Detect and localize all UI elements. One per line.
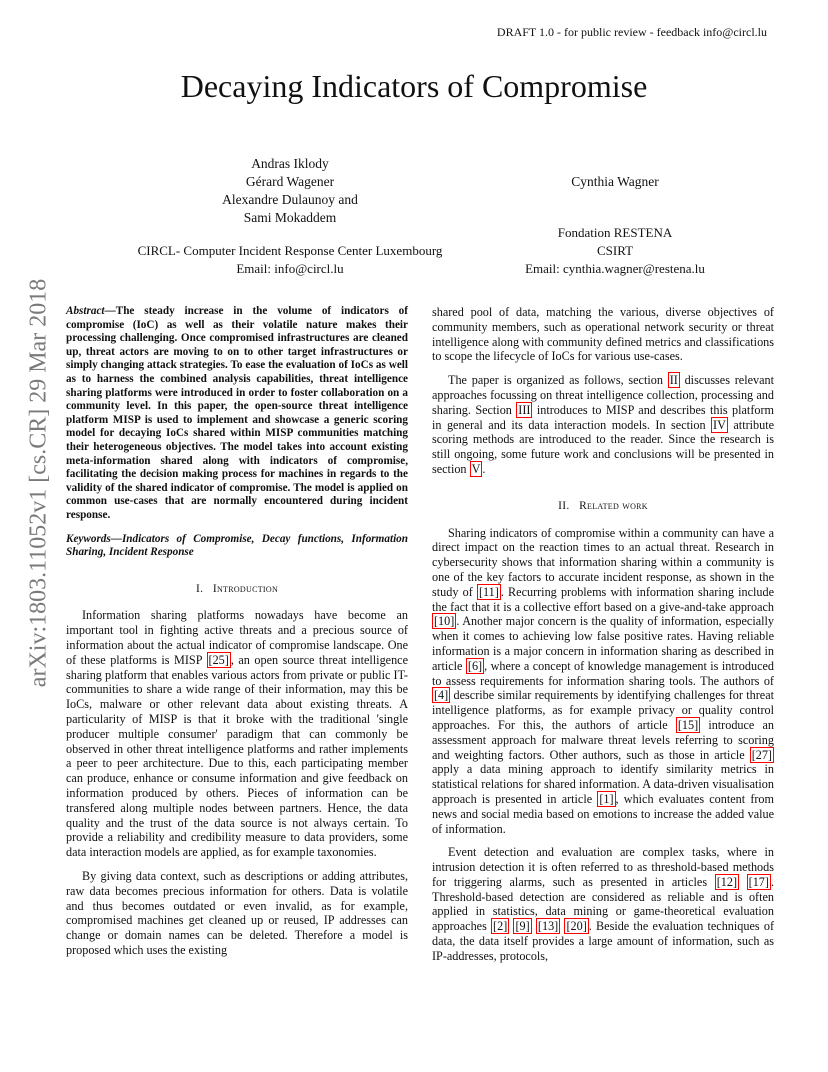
affiliation-left [120, 242, 460, 278]
arxiv-stamp [19, 278, 59, 687]
left-column [66, 305, 408, 967]
citation-link[interactable]: [20] [566, 919, 587, 934]
keywords-text: —Indicators of Compromise, Decay functions, Information Sharing, Incident Response [66, 532, 408, 559]
body-paragraph: The paper is organized as follows, section II discusses relevant approaches focussing on threat intelligence collection, processing and sharing. Section III introduces to MISP and describes this platform in general and its data interaction models. In section IV attribute scoring methods are introduced to the reader. Since the research is still ongoing, some future work and conclusions will be presented in section V . [432, 373, 775, 476]
keywords [66, 533, 408, 560]
affiliation-right [505, 224, 725, 278]
affiliation-email: Email: cynthia.wagner@restena.lu [525, 261, 705, 276]
citation-link[interactable]: [6] [467, 658, 483, 673]
intro-paragraph: By giving data context, such as descriptions or adding attributes, raw data becomes precious information for others. Data is volatile and thus becomes outdated or even invalid, as for example, compromised machines get cleaned up or reused, IP addresses can change or domain names can be deleted. Therefore a model is proposed which uses the existing [66, 869, 408, 958]
citation-link[interactable]: [4] [434, 688, 449, 703]
body-paragraph: shared pool of data, matching the various, diverse objectives of community members, such as operational network security or threat intelligence along with community defined metrics and classifications to scope the lifecycle of IoCs for various use-cases. [432, 305, 774, 364]
affiliation-line: Fondation RESTENA [557, 225, 673, 240]
authors-left [150, 155, 430, 227]
abstract-label: Abstract [66, 305, 105, 317]
right-column [432, 305, 774, 973]
author-right: Cynthia Wagner [571, 174, 659, 189]
citation-link[interactable]: [15] [677, 717, 699, 732]
related-paragraph: Event detection and evaluation are complex tasks, where in intrusion detection it is often referred to as threshold-based methods for triggering alarms, such as presented in articles [12] [17] . Threshold-based detection are considered as reliable and is often applied in statistics, data mining or game-theoretical evaluation approaches [2] [9] [13] [20] . Beside the evaluation techniques of data, the data itself provides a large amount of information, such as IP-addresses, protocols, [432, 845, 775, 963]
arxiv-stamp-text: arXiv:1803.11052v1 [cs.CR] 29 Mar 2018 [25, 278, 52, 687]
intro-paragraph: Information sharing platforms nowadays have become an important tool in fighting active threats and a precious source of information about the actual indicator of compromise landscape. One of these platforms is MISP [25] , an open source threat intelligence sharing platform that enables various actors from private or public IT-communities to share a wide range of their information, may this be IoCs, malware or other relevant data about existing threats. A particularity of MISP is that it broke with the traditional 'single producer multiple consumer' paradigm that can commonly be observed in other threat intelligence platforms and rather implements a peer to peer architecture. Due to this, each participating member can produce, enhance or consume information and give feedback on information produced by others. Pieces of information can be transfered along multiple nodes between partners. Hence, the data quality and the trust of the data source is not always certain. To provide a reliability and credibility measure to data providers, some data interaction models are applied, as for example taxonomies. [66, 608, 408, 860]
keywords-label: Keywords [66, 532, 111, 545]
citation-link[interactable]: [17] [748, 874, 769, 889]
citation-link[interactable]: [2] [493, 919, 508, 934]
citation-link[interactable]: [1] [599, 791, 614, 806]
abstract [66, 305, 408, 523]
draft-notice: DRAFT 1.0 - for public review - feedback info@circl.lu [496, 25, 767, 39]
affiliation-email: Email: info@circl.lu [236, 261, 344, 276]
affiliation-line: CIRCL- Computer Incident Response Center Luxembourg [137, 243, 443, 258]
section-link[interactable]: V [471, 461, 481, 476]
section-heading-introduction: I. Introduction [195, 582, 279, 595]
citation-link[interactable]: [13] [537, 919, 559, 934]
section-link[interactable]: III [518, 402, 531, 417]
citation-link[interactable]: [10] [434, 614, 455, 629]
section-link[interactable]: IV [713, 417, 726, 432]
abstract-text: —The steady increase in the volume of indicators of compromise (IoC) as well as their volatile nature makes their processing challenging. Once compromised infrastructures are cleaned up, threat actors are moving to on to other target infrastructures or simply changing attack strategies. To ease the evaluation of IoCs as well as to harness the combined analysis capabilities, threat intelligence sharing platforms were introduced in order to foster collaboration on a community level. In this paper, the open-source threat intelligence platform MISP is used to implement and showcase a generic scoring model for decaying IoCs shared within MISP communities matching their heterogeneous objectives. The model takes into account existing meta-information shared along with indicators of compromise, facilitating the decision making process for machines in regards to the validity of the shared indicator of compromise. The model is applied on common use-cases that are normally encountered during incident response. [66, 305, 408, 521]
author-name: Alexandre Dulaunoy and [222, 192, 358, 207]
citation-link[interactable]: [11] [478, 584, 499, 599]
citation-link[interactable]: [27] [751, 747, 772, 762]
author-name: Andras Iklody [251, 156, 329, 171]
paper-title: Decaying Indicators of Compromise [180, 68, 648, 104]
affiliation-line: CSIRT [596, 243, 634, 258]
section-link[interactable]: II [669, 373, 678, 388]
citation-link[interactable]: [25] [208, 652, 229, 667]
citation-link[interactable]: [12] [716, 874, 738, 889]
author-name: Sami Mokaddem [243, 210, 337, 225]
author-name: Gérard Wagener [245, 174, 335, 189]
citation-link[interactable]: [9] [515, 919, 530, 934]
section-heading-related-work: II. Related work [558, 499, 648, 512]
related-paragraph: Sharing indicators of compromise within a community can have a direct impact on the reaction times to an actual threat. Research in cybersecurity shows that information sharing within a community is one of the key factors to accurate incident response, as shown in the study of [11] . Recurring problems with information sharing include the fact that it is a collective effort based on a give-and-take approach [10] . Another major concern is the quality of information, especially when it comes to achieving low false positive rates. Having reliable information is a major concern in information sharing as described in article [6] , where a concept of knowledge management is introduced to assess requirements for information sharing tools. The authors of [4] describe similar requirements by identifying challenges for threat intelligence platforms, as for example privacy or quality control approaches. For this, the authors of article [15] introduce an assessment approach for malware threat levels referring to scoring and weighting factors. Other authors, such as those in article [27] apply a data mining approach to identify similarity metrics in statistical relations for shared information. A data-driven visualisation approach is presented in article [1] , which evaluates content from news and social media based on emotions to increase the added value of information. [432, 525, 775, 836]
